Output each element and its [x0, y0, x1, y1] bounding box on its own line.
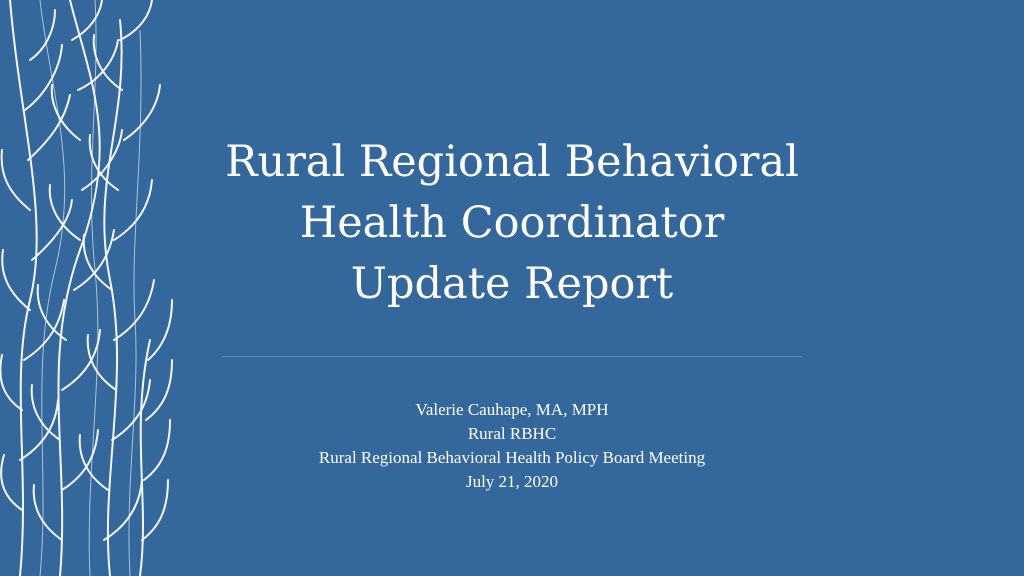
foliage-illustration	[0, 0, 175, 576]
meeting-date: July 21, 2020	[465, 472, 559, 491]
presenter-name: Valerie Cauhape, MA, MPH	[415, 400, 609, 419]
title-divider	[222, 356, 802, 357]
slide-subtitle	[200, 398, 824, 494]
presenter-role: Rural RBHC	[467, 424, 557, 443]
slide-title	[150, 132, 874, 315]
title-line-3: Update Report	[350, 259, 674, 309]
meeting-name: Rural Regional Behavioral Health Policy Board Meeting	[318, 448, 706, 467]
title-line-2: Health Coordinator	[299, 198, 725, 248]
title-line-1: Rural Regional Behavioral	[225, 137, 799, 187]
